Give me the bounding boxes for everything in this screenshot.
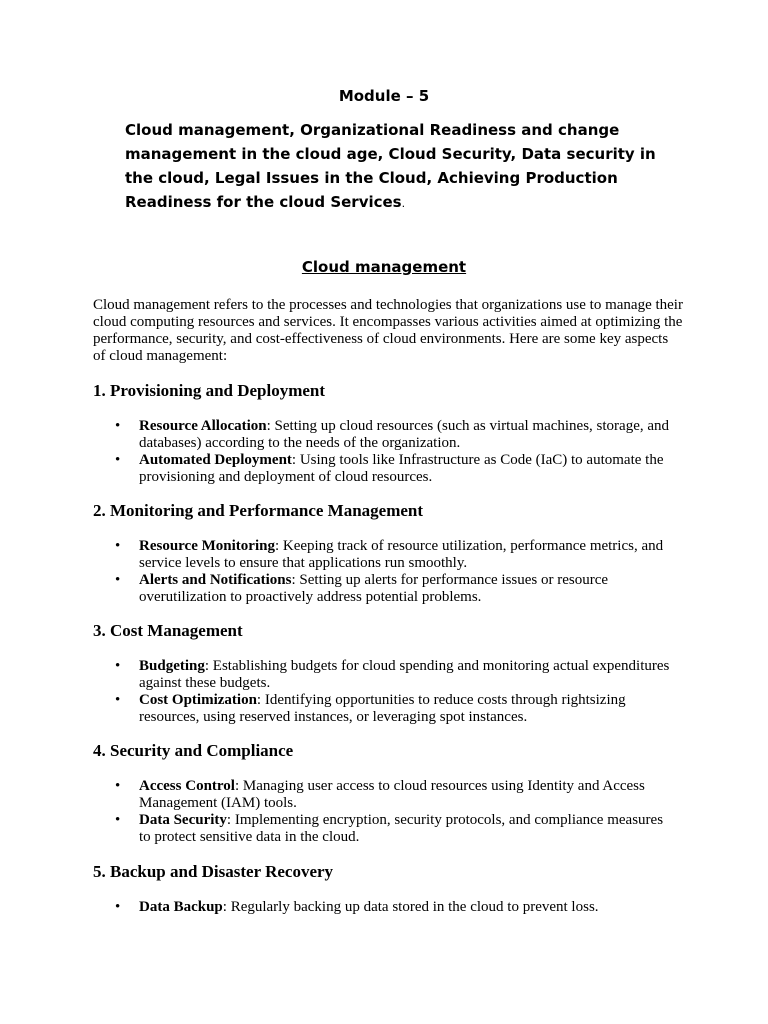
item-text: : Implementing encryption, security protocols, and compliance measures to protect sensitive data in the cloud. <box>139 812 664 845</box>
item-text: : Using tools like Infrastructure as Code (IaC) to automate the provisioning and deployment of cloud resources. <box>139 452 664 485</box>
list-item <box>139 812 674 846</box>
section-title: Cloud management <box>301 258 467 276</box>
heading-cost: 3. Cost Management <box>93 621 243 640</box>
item-text: : Keeping track of resource utilization, performance metrics, and service levels to ensure that applications run smoothly. <box>139 538 664 571</box>
item-term: Alerts and Notifications <box>139 572 292 588</box>
list-item <box>139 778 674 812</box>
item-text: : Establishing budgets for cloud spending and monitoring actual expenditures against these budgets. <box>139 658 670 691</box>
list-item <box>139 452 674 486</box>
list-security <box>139 778 674 846</box>
item-term: Cost Optimization <box>139 692 257 708</box>
item-term: Resource Allocation <box>139 418 267 434</box>
list-item <box>139 538 674 572</box>
item-term: Data Security <box>139 812 227 828</box>
list-item <box>139 418 674 452</box>
item-term: Budgeting <box>139 658 205 674</box>
list-item <box>139 572 674 606</box>
item-text: : Managing user access to cloud resources using Identity and Access Management (IAM) tools. <box>139 778 645 811</box>
item-text: : Setting up cloud resources (such as virtual machines, storage, and databases) according to the needs of the organization. <box>139 418 670 451</box>
list-item <box>139 899 674 916</box>
heading-monitoring: 2. Monitoring and Performance Management <box>93 501 424 520</box>
item-term: Automated Deployment <box>139 452 292 468</box>
item-term: Resource Monitoring <box>139 538 275 554</box>
module-title: Module – 5 <box>338 87 430 105</box>
module-subtitle <box>125 118 665 216</box>
intro-paragraph: Cloud management refers to the processes and technologies that organizations use to manage their cloud computing resources and services. It encompasses various activities aimed at optimizing the performance, security, and cost-effectiveness of cloud environments. Here are some key aspects of cloud management: <box>93 297 683 364</box>
item-term: Access Control <box>139 778 235 794</box>
list-cost <box>139 658 674 726</box>
item-text: : Setting up alerts for performance issues or resource overutilization to proactively address potential problems. <box>139 572 609 605</box>
heading-provisioning: 1. Provisioning and Deployment <box>93 381 326 400</box>
list-backup <box>139 899 674 916</box>
list-item <box>139 658 674 692</box>
list-provisioning <box>139 418 674 486</box>
list-item <box>139 692 674 726</box>
module-subtitle-period: . <box>401 197 406 210</box>
item-text: : Regularly backing up data stored in the cloud to prevent loss. <box>222 899 599 915</box>
list-monitoring <box>139 538 674 606</box>
item-text: : Identifying opportunities to reduce costs through rightsizing resources, using reserved instances, or leveraging spot instances. <box>139 692 626 725</box>
heading-security: 4. Security and Compliance <box>93 741 294 760</box>
heading-backup: 5. Backup and Disaster Recovery <box>93 862 334 881</box>
module-subtitle-text: Cloud management, Organizational Readiness and change management in the cloud age, Cloud Security, Data security in the cloud, Legal Issues in the Cloud, Achieving Production Readiness for the cloud Services <box>125 121 656 211</box>
item-term: Data Backup <box>139 899 223 915</box>
